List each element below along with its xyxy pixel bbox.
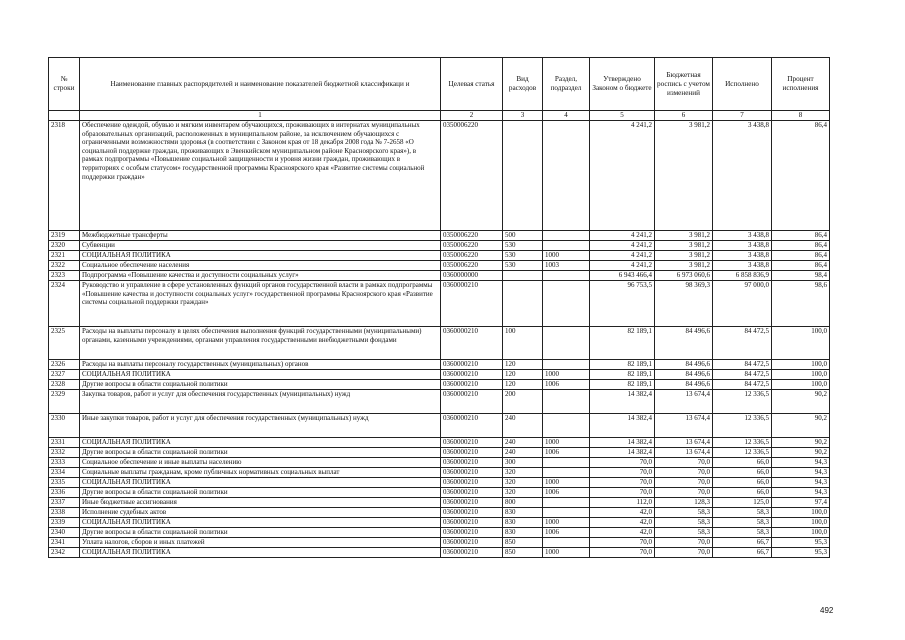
row-approved: 4 241,2 xyxy=(590,241,655,251)
table-row xyxy=(49,121,830,231)
row-section xyxy=(543,414,590,438)
row-percent: 86,4 xyxy=(772,231,830,241)
row-target-article: 0360000210 xyxy=(441,281,503,327)
row-approved: 42,0 xyxy=(590,528,655,538)
row-expense-type: 530 xyxy=(503,241,543,251)
row-number: 2333 xyxy=(49,458,80,468)
row-budget-schedule: 70,0 xyxy=(655,468,713,478)
table-row xyxy=(49,281,830,327)
table-row xyxy=(49,518,830,528)
row-executed: 84 472,5 xyxy=(713,360,772,370)
row-section: 1000 xyxy=(543,518,590,528)
row-target-article: 0360000210 xyxy=(441,390,503,414)
row-expense-type: 530 xyxy=(503,251,543,261)
row-target-article: 0360000210 xyxy=(441,370,503,380)
row-section: 1006 xyxy=(543,488,590,498)
row-section xyxy=(543,281,590,327)
header-row-number: № строки xyxy=(49,58,80,111)
row-section xyxy=(543,458,590,468)
row-budget-schedule: 70,0 xyxy=(655,458,713,468)
row-executed: 97 000,0 xyxy=(713,281,772,327)
row-number: 2335 xyxy=(49,478,80,488)
table-row xyxy=(49,241,830,251)
row-target-article: 0360000210 xyxy=(441,508,503,518)
row-approved: 112,0 xyxy=(590,498,655,508)
table-row xyxy=(49,448,830,458)
table-row xyxy=(49,458,830,468)
row-number: 2327 xyxy=(49,370,80,380)
row-name: Социальное обеспечение населения xyxy=(80,261,441,271)
row-percent: 100,0 xyxy=(772,380,830,390)
row-section xyxy=(543,271,590,281)
column-number-row xyxy=(49,111,830,121)
row-expense-type: 800 xyxy=(503,498,543,508)
row-approved: 70,0 xyxy=(590,548,655,558)
row-number: 2318 xyxy=(49,121,80,231)
row-number: 2321 xyxy=(49,251,80,261)
row-percent: 100,0 xyxy=(772,360,830,370)
page-number: 492 xyxy=(820,606,834,615)
row-percent: 98,6 xyxy=(772,281,830,327)
row-name: СОЦИАЛЬНАЯ ПОЛИТИКА xyxy=(80,518,441,528)
row-number: 2331 xyxy=(49,438,80,448)
row-expense-type: 120 xyxy=(503,360,543,370)
row-budget-schedule: 84 496,6 xyxy=(655,370,713,380)
row-executed: 12 336,5 xyxy=(713,390,772,414)
row-budget-schedule: 13 674,4 xyxy=(655,448,713,458)
row-name: Исполнение судебных актов xyxy=(80,508,441,518)
row-percent: 95,3 xyxy=(772,538,830,548)
row-name: Расходы на выплаты персоналу в целях обеспечения выполнения функций государственными (муниципальными) органами, казенными учреждениями, органами управления государственными внебюджетными фондами xyxy=(80,327,441,360)
row-executed: 3 438,8 xyxy=(713,121,772,231)
table-row xyxy=(49,548,830,558)
table-row xyxy=(49,271,830,281)
row-number: 2323 xyxy=(49,271,80,281)
row-section xyxy=(543,241,590,251)
table-row xyxy=(49,468,830,478)
row-percent: 100,0 xyxy=(772,370,830,380)
row-percent: 97,4 xyxy=(772,498,830,508)
column-number: 8 xyxy=(772,111,830,121)
row-approved: 42,0 xyxy=(590,508,655,518)
row-budget-schedule: 13 674,4 xyxy=(655,390,713,414)
row-target-article: 0360000210 xyxy=(441,327,503,360)
row-section xyxy=(543,327,590,360)
row-target-article: 0360000210 xyxy=(441,458,503,468)
column-number: 4 xyxy=(543,111,590,121)
row-number: 2320 xyxy=(49,241,80,251)
row-approved: 4 241,2 xyxy=(590,121,655,231)
row-executed: 66,0 xyxy=(713,468,772,478)
row-approved: 70,0 xyxy=(590,458,655,468)
row-number: 2342 xyxy=(49,548,80,558)
row-name: Подпрограмма «Повышение качества и доступности социальных услуг» xyxy=(80,271,441,281)
column-number: 5 xyxy=(590,111,655,121)
row-executed: 58,3 xyxy=(713,528,772,538)
row-name: Межбюджетные трансферты xyxy=(80,231,441,241)
row-expense-type: 320 xyxy=(503,478,543,488)
row-percent: 94,3 xyxy=(772,458,830,468)
row-executed: 12 336,5 xyxy=(713,438,772,448)
row-target-article: 0350006220 xyxy=(441,261,503,271)
row-approved: 82 189,1 xyxy=(590,327,655,360)
table-row xyxy=(49,414,830,438)
row-budget-schedule: 70,0 xyxy=(655,548,713,558)
row-executed: 12 336,5 xyxy=(713,448,772,458)
row-percent: 98,4 xyxy=(772,271,830,281)
row-target-article: 0350006220 xyxy=(441,231,503,241)
header-executed: Исполнено xyxy=(713,58,772,111)
row-executed: 125,0 xyxy=(713,498,772,508)
row-budget-schedule: 84 496,6 xyxy=(655,327,713,360)
row-expense-type: 500 xyxy=(503,231,543,241)
row-target-article: 0360000210 xyxy=(441,518,503,528)
row-budget-schedule: 98 369,3 xyxy=(655,281,713,327)
row-budget-schedule: 84 496,6 xyxy=(655,380,713,390)
row-section: 1006 xyxy=(543,448,590,458)
row-target-article: 0360000210 xyxy=(441,548,503,558)
row-name: СОЦИАЛЬНАЯ ПОЛИТИКА xyxy=(80,438,441,448)
table-row xyxy=(49,538,830,548)
row-section xyxy=(543,538,590,548)
row-approved: 14 382,4 xyxy=(590,414,655,438)
row-executed: 6 858 836,9 xyxy=(713,271,772,281)
row-number: 2338 xyxy=(49,508,80,518)
row-section: 1000 xyxy=(543,251,590,261)
row-approved: 82 189,1 xyxy=(590,380,655,390)
row-name: СОЦИАЛЬНАЯ ПОЛИТИКА xyxy=(80,370,441,380)
row-percent: 90,2 xyxy=(772,438,830,448)
row-section: 1003 xyxy=(543,261,590,271)
row-budget-schedule: 70,0 xyxy=(655,478,713,488)
row-section: 1006 xyxy=(543,528,590,538)
row-budget-schedule: 13 674,4 xyxy=(655,414,713,438)
column-number: 1 xyxy=(80,111,441,121)
row-percent: 86,4 xyxy=(772,261,830,271)
table-row xyxy=(49,380,830,390)
row-expense-type: 240 xyxy=(503,448,543,458)
column-number: 2 xyxy=(441,111,503,121)
row-target-article: 0350006220 xyxy=(441,241,503,251)
row-percent: 94,3 xyxy=(772,488,830,498)
table-row xyxy=(49,360,830,370)
row-name: Субвенции xyxy=(80,241,441,251)
row-section: 1000 xyxy=(543,478,590,488)
row-name: СОЦИАЛЬНАЯ ПОЛИТИКА xyxy=(80,548,441,558)
row-executed: 66,0 xyxy=(713,478,772,488)
row-name: Иные бюджетные ассигнования xyxy=(80,498,441,508)
row-expense-type: 830 xyxy=(503,508,543,518)
row-name: Другие вопросы в области социальной политики xyxy=(80,528,441,538)
column-number: 3 xyxy=(503,111,543,121)
row-name: Расходы на выплаты персоналу государственных (муниципальных) органов xyxy=(80,360,441,370)
row-budget-schedule: 128,3 xyxy=(655,498,713,508)
row-name: СОЦИАЛЬНАЯ ПОЛИТИКА xyxy=(80,478,441,488)
row-percent: 100,0 xyxy=(772,518,830,528)
row-percent: 100,0 xyxy=(772,327,830,360)
row-budget-schedule: 58,3 xyxy=(655,508,713,518)
row-budget-schedule: 3 981,2 xyxy=(655,121,713,231)
row-executed: 84 472,5 xyxy=(713,380,772,390)
column-number: 6 xyxy=(655,111,713,121)
column-number: 7 xyxy=(713,111,772,121)
row-approved: 70,0 xyxy=(590,478,655,488)
header-name: Наименование главных распорядителей и наименование показателей бюджетной классификаци и xyxy=(80,58,441,111)
row-percent: 86,4 xyxy=(772,241,830,251)
row-approved: 4 241,2 xyxy=(590,251,655,261)
row-section xyxy=(543,508,590,518)
row-executed: 66,0 xyxy=(713,488,772,498)
row-expense-type: 320 xyxy=(503,488,543,498)
row-target-article: 0360000210 xyxy=(441,438,503,448)
row-expense-type: 830 xyxy=(503,528,543,538)
row-expense-type: 200 xyxy=(503,390,543,414)
row-expense-type: 530 xyxy=(503,261,543,271)
row-section: 1000 xyxy=(543,438,590,448)
header-expense-type: Вид расходов xyxy=(503,58,543,111)
table-row xyxy=(49,231,830,241)
row-executed: 66,7 xyxy=(713,548,772,558)
row-section xyxy=(543,468,590,478)
row-number: 2325 xyxy=(49,327,80,360)
table-row xyxy=(49,390,830,414)
row-target-article: 0360000210 xyxy=(441,360,503,370)
row-budget-schedule: 58,3 xyxy=(655,528,713,538)
table-row xyxy=(49,498,830,508)
row-number: 2332 xyxy=(49,448,80,458)
row-section xyxy=(543,121,590,231)
row-target-article: 0360000210 xyxy=(441,538,503,548)
row-expense-type: 830 xyxy=(503,518,543,528)
row-approved: 4 241,2 xyxy=(590,261,655,271)
row-number: 2319 xyxy=(49,231,80,241)
table-row xyxy=(49,478,830,488)
header-section: Раздел, подраздел xyxy=(543,58,590,111)
row-percent: 86,4 xyxy=(772,121,830,231)
row-name: Другие вопросы в области социальной политики xyxy=(80,380,441,390)
row-name: Иные закупки товаров, работ и услуг для обеспечения государственных (муниципальных) нужд xyxy=(80,414,441,438)
row-executed: 3 438,8 xyxy=(713,251,772,261)
row-name: Другие вопросы в области социальной политики xyxy=(80,488,441,498)
row-target-article: 0360000210 xyxy=(441,488,503,498)
row-approved: 82 189,1 xyxy=(590,370,655,380)
row-budget-schedule: 13 674,4 xyxy=(655,438,713,448)
row-expense-type: 850 xyxy=(503,538,543,548)
row-number: 2340 xyxy=(49,528,80,538)
row-executed: 3 438,8 xyxy=(713,231,772,241)
table-row xyxy=(49,508,830,518)
row-target-article: 0360000210 xyxy=(441,448,503,458)
row-executed: 3 438,8 xyxy=(713,241,772,251)
row-approved: 14 382,4 xyxy=(590,390,655,414)
row-executed: 12 336,5 xyxy=(713,414,772,438)
row-approved: 6 943 466,4 xyxy=(590,271,655,281)
row-name: Социальные выплаты гражданам, кроме публичных нормативных социальных выплат xyxy=(80,468,441,478)
row-target-article: 0360000210 xyxy=(441,528,503,538)
row-name: СОЦИАЛЬНАЯ ПОЛИТИКА xyxy=(80,251,441,261)
row-number: 2330 xyxy=(49,414,80,438)
column-number xyxy=(49,111,80,121)
row-percent: 95,3 xyxy=(772,548,830,558)
row-budget-schedule: 58,3 xyxy=(655,518,713,528)
row-number: 2334 xyxy=(49,468,80,478)
row-target-article: 0360000000 xyxy=(441,271,503,281)
row-expense-type: 100 xyxy=(503,327,543,360)
row-number: 2336 xyxy=(49,488,80,498)
row-expense-type xyxy=(503,271,543,281)
row-approved: 42,0 xyxy=(590,518,655,528)
row-approved: 70,0 xyxy=(590,538,655,548)
row-number: 2324 xyxy=(49,281,80,327)
row-expense-type: 240 xyxy=(503,438,543,448)
row-target-article: 0350006220 xyxy=(441,251,503,261)
row-percent: 94,3 xyxy=(772,478,830,488)
row-approved: 70,0 xyxy=(590,468,655,478)
header-percent: Процент исполнения xyxy=(772,58,830,111)
row-budget-schedule: 3 981,2 xyxy=(655,241,713,251)
row-budget-schedule: 70,0 xyxy=(655,538,713,548)
row-number: 2328 xyxy=(49,380,80,390)
row-expense-type: 850 xyxy=(503,548,543,558)
row-executed: 3 438,8 xyxy=(713,261,772,271)
row-expense-type xyxy=(503,121,543,231)
row-name: Другие вопросы в области социальной политики xyxy=(80,448,441,458)
row-number: 2341 xyxy=(49,538,80,548)
row-expense-type: 320 xyxy=(503,468,543,478)
row-name: Обеспечение одеждой, обувью и мягким инвентарем обучающихся, проживающих в интернатах муниципальных образовательных организаций, расположенных в муниципальном районе, за исключением обучающихся с ограниченными возможностями здоровья (в соответствии с Законом края от 18 декабря 2008 года № 7-2658 «О социальной поддержке граждан, проживающих в Эвенкийском муниципальном районе Красноярского края»), в рамках подпрограммы «Повышение социальной защищенности и уровня жизни граждан, проживающих в территориях с особым статусом» государственной программы Красноярского края «Развитие системы социальной поддержки граждан» xyxy=(80,121,441,231)
row-section xyxy=(543,498,590,508)
row-name: Руководство и управление в сфере установленных функций органов государственной власти в рамках подпрограммы «Повышение качества и доступности социальных услуг» государственной программы Красноярского края «Развитие системы социальной поддержки граждан» xyxy=(80,281,441,327)
row-name: Уплата налогов, сборов и иных платежей xyxy=(80,538,441,548)
row-number: 2326 xyxy=(49,360,80,370)
row-approved: 14 382,4 xyxy=(590,448,655,458)
row-percent: 100,0 xyxy=(772,508,830,518)
row-section xyxy=(543,360,590,370)
row-expense-type: 120 xyxy=(503,370,543,380)
row-section: 1000 xyxy=(543,370,590,380)
row-expense-type: 300 xyxy=(503,458,543,468)
header-approved: Утверждено Законом о бюджете xyxy=(590,58,655,111)
row-target-article: 0360000210 xyxy=(441,468,503,478)
row-executed: 58,3 xyxy=(713,508,772,518)
row-percent: 90,2 xyxy=(772,390,830,414)
row-target-article: 0360000210 xyxy=(441,498,503,508)
row-executed: 58,3 xyxy=(713,518,772,528)
table-row xyxy=(49,327,830,360)
row-approved: 4 241,2 xyxy=(590,231,655,241)
header-row xyxy=(49,58,830,111)
row-budget-schedule: 6 973 060,6 xyxy=(655,271,713,281)
row-percent: 100,0 xyxy=(772,528,830,538)
table-body xyxy=(49,121,830,558)
row-target-article: 0360000210 xyxy=(441,414,503,438)
row-target-article: 0360000210 xyxy=(441,380,503,390)
row-approved: 82 189,1 xyxy=(590,360,655,370)
row-expense-type: 120 xyxy=(503,380,543,390)
row-target-article: 0360000210 xyxy=(441,478,503,488)
row-number: 2339 xyxy=(49,518,80,528)
budget-table xyxy=(48,57,830,558)
header-target-article: Целевая статья xyxy=(441,58,503,111)
row-percent: 90,2 xyxy=(772,448,830,458)
table-row xyxy=(49,251,830,261)
header-budget-schedule: Бюджетная роспись с учетом изменений xyxy=(655,58,713,111)
table-row xyxy=(49,528,830,538)
row-section xyxy=(543,390,590,414)
table-row xyxy=(49,370,830,380)
table-row xyxy=(49,261,830,271)
row-name: Социальное обеспечение и иные выплаты населению xyxy=(80,458,441,468)
row-percent: 90,2 xyxy=(772,414,830,438)
row-budget-schedule: 70,0 xyxy=(655,488,713,498)
row-name: Закупка товаров, работ и услуг для обеспечения государственных (муниципальных) нужд xyxy=(80,390,441,414)
row-section: 1006 xyxy=(543,380,590,390)
row-budget-schedule: 3 981,2 xyxy=(655,251,713,261)
row-executed: 84 472,5 xyxy=(713,327,772,360)
row-budget-schedule: 3 981,2 xyxy=(655,261,713,271)
row-percent: 94,3 xyxy=(772,468,830,478)
row-number: 2322 xyxy=(49,261,80,271)
table-row xyxy=(49,438,830,448)
row-section xyxy=(543,231,590,241)
row-approved: 96 753,5 xyxy=(590,281,655,327)
row-expense-type xyxy=(503,281,543,327)
row-percent: 86,4 xyxy=(772,251,830,261)
row-expense-type: 240 xyxy=(503,414,543,438)
row-number: 2337 xyxy=(49,498,80,508)
row-budget-schedule: 84 496,6 xyxy=(655,360,713,370)
row-number: 2329 xyxy=(49,390,80,414)
row-section: 1000 xyxy=(543,548,590,558)
row-executed: 66,0 xyxy=(713,458,772,468)
row-approved: 70,0 xyxy=(590,488,655,498)
row-executed: 84 472,5 xyxy=(713,370,772,380)
row-executed: 66,7 xyxy=(713,538,772,548)
row-target-article: 0350006220 xyxy=(441,121,503,231)
table-row xyxy=(49,488,830,498)
row-approved: 14 382,4 xyxy=(590,438,655,448)
row-budget-schedule: 3 981,2 xyxy=(655,231,713,241)
